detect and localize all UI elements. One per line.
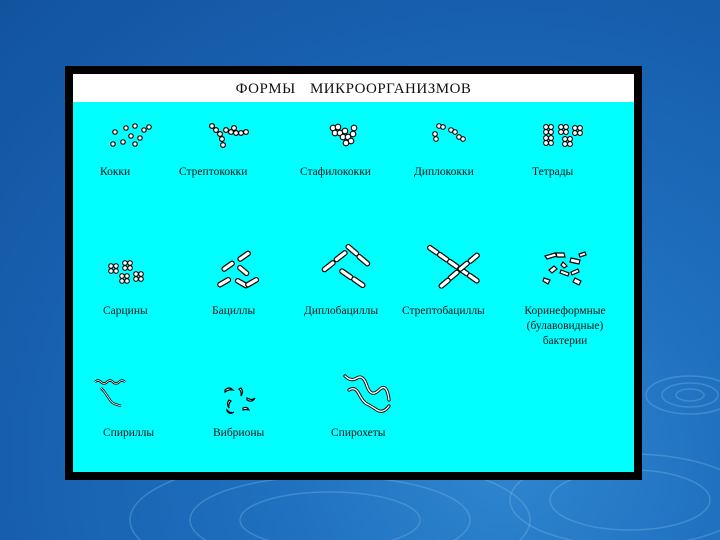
- streptobacilli-icon: [427, 242, 485, 296]
- tetrads-icon: [541, 122, 585, 152]
- coryneform-icon: [541, 248, 593, 290]
- sarcina-icon: [106, 258, 152, 288]
- organism-label: Спирохеты: [331, 427, 386, 439]
- coryneform-label: [509, 304, 621, 349]
- microorganism-chart-frame: [65, 66, 642, 480]
- bacilli-icon: [213, 250, 261, 292]
- spirochete-icon: [341, 370, 395, 418]
- organism-label: Диплококки: [414, 166, 474, 178]
- organism-label: Сарцины: [103, 305, 148, 317]
- organism-label: Стафилококки: [300, 166, 371, 178]
- streptococci-icon: [206, 120, 254, 154]
- spirilla-icon: [93, 378, 135, 414]
- organism-panel: [73, 102, 634, 472]
- organism-label: Стрептобациллы: [402, 305, 485, 317]
- vibrio-icon: [221, 384, 261, 418]
- staphylococci-icon: [325, 122, 361, 152]
- organism-label-line: бактерии: [542, 335, 588, 347]
- organism-label-line: Коринеформные: [524, 305, 606, 317]
- diplococci-icon: [431, 122, 471, 152]
- organism-label: Тетрады: [532, 166, 574, 178]
- organism-label: Кокки: [100, 166, 131, 178]
- diplobacilli-icon: [319, 242, 377, 292]
- organism-label: Спириллы: [103, 427, 155, 439]
- cocci-icon: [107, 122, 157, 152]
- organism-label: Стрептококки: [179, 166, 248, 178]
- organism-label-line: (булавовидные): [526, 320, 604, 332]
- organism-label: Диплобациллы: [304, 305, 379, 317]
- organism-label: Бациллы: [212, 305, 256, 317]
- chart-title: ФОРМЫ МИКРООРГАНИЗМОВ: [73, 74, 634, 102]
- organism-label: Вибрионы: [213, 427, 265, 439]
